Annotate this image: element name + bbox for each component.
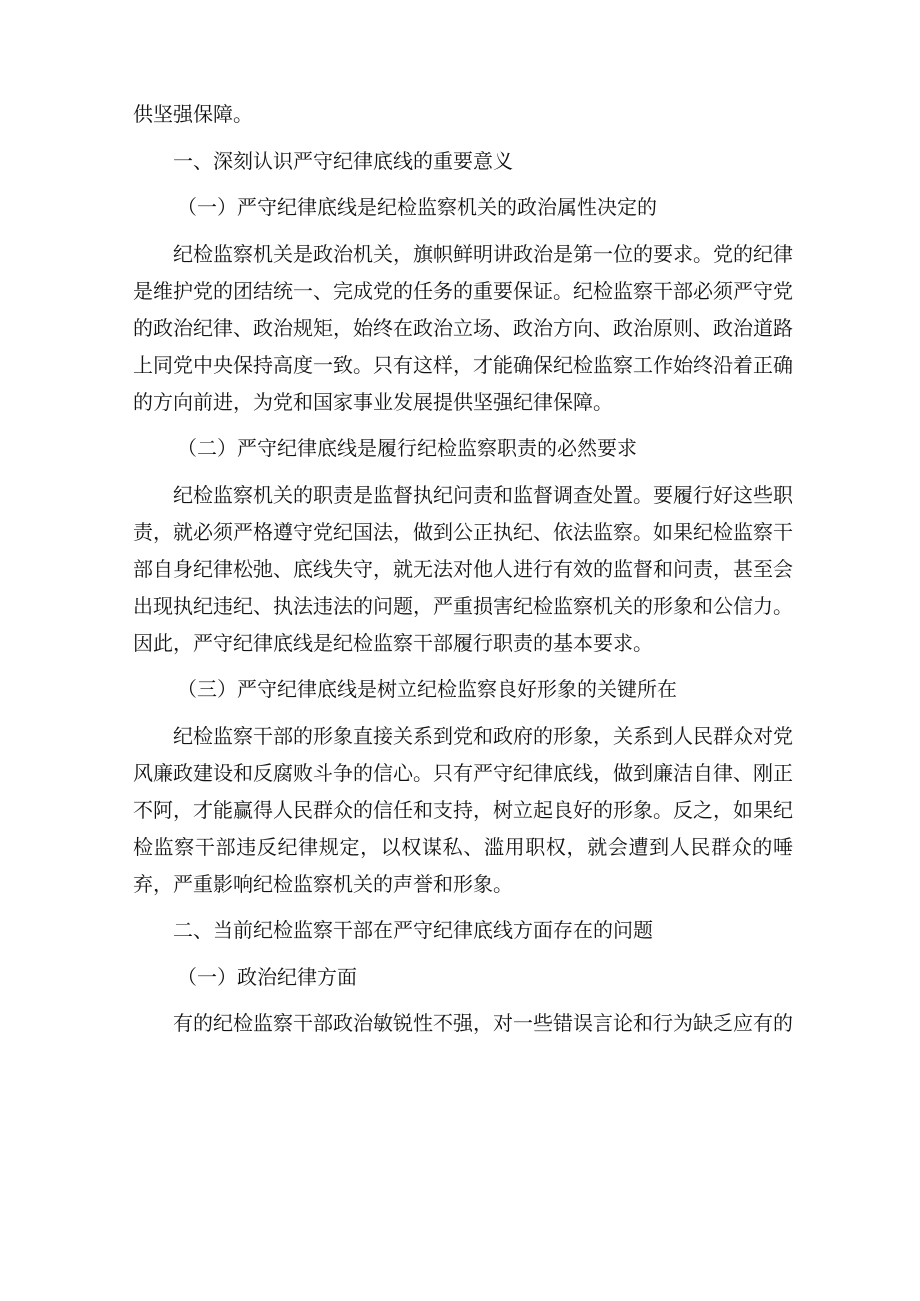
section-heading-1: 一、深刻认识严守纪律底线的重要意义 [173, 148, 513, 173]
subsection-heading-1-3: （三）严守纪律底线是树立纪检监察良好形象的关键所在 [177, 677, 677, 701]
body-paragraph-4: 有的纪检监察干部政治敏锐性不强，对一些错误言论和行为缺乏应有的 [173, 1011, 793, 1035]
body-paragraph-2: 纪检监察机关的职责是监督执纪问责和监督调查处置。要履行好这些职责，就必须严格遵守党纪国法，做到公正执纪、依法监察。如果纪检监察干部自身纪律松弛、底线失守，就无法对他人进行有效的监督和问责，甚至会出现执纪违纪、执法违法的问题，严重损害纪检监察机关的形象和公信力。因此，严守纪律底线是纪检监察干部履行职责的基本要求。 [133, 482, 793, 655]
body-paragraph-3: 纪检监察干部的形象直接关系到党和政府的形象，关系到人民群众对党风廉政建设和反腐败斗争的信心。只有严守纪律底线，做到廉洁自律、刚正不阿，才能赢得人民群众的信任和支持，树立起良好的形象。反之，如果纪检监察干部违反纪律规定，以权谋私、滥用职权，就会遭到人民群众的唾弃，严重影响纪检监察机关的声誉和形象。 [133, 723, 793, 896]
subsection-heading-1-1: （一）严守纪律底线是纪检监察机关的政治属性决定的 [177, 195, 657, 219]
subsection-heading-2-1: （一）政治纪律方面 [177, 964, 357, 989]
paragraph-continuation: 供坚强保障。 [133, 102, 253, 126]
section-heading-2: 二、当前纪检监察干部在严守纪律底线方面存在的问题 [173, 918, 653, 942]
document-body [133, 96, 793, 1052]
body-paragraph-1: 纪检监察机关是政治机关，旗帜鲜明讲政治是第一位的要求。党的纪律是维护党的团结统一、完成党的任务的重要保证。纪检监察干部必须严守党的政治纪律、政治规矩，始终在政治立场、政治方向、政治原则、政治道路上同党中央保持高度一致。只有这样，才能确保纪检监察工作始终沿着正确的方向前进，为党和国家事业发展提供坚强纪律保障。 [133, 241, 793, 414]
subsection-heading-1-2: （二）严守纪律底线是履行纪检监察职责的必然要求 [177, 436, 637, 460]
